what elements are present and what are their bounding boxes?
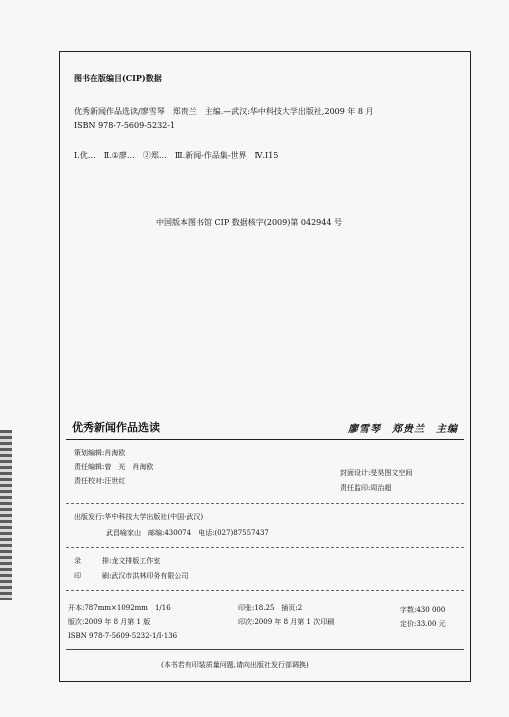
- price: 定价:33.00 元: [400, 620, 446, 628]
- cover-designer: 封面设计:旻昊图文空间: [340, 469, 413, 477]
- specs-rule: [66, 649, 464, 650]
- impression-info: 印次:2009 年 8 月第 1 次印刷: [238, 618, 335, 626]
- cip-isbn: ISBN 978-7-5609-5232-1: [74, 121, 176, 130]
- cip-heading: 图书在版编目(CIP)数据: [74, 73, 162, 83]
- isbn-full: ISBN 978-7-5609-5232-1/I·136: [68, 632, 178, 640]
- binding-edge: [0, 430, 12, 600]
- printing-value: 刷:武汉市洪林印务有限公司: [102, 572, 189, 580]
- cip-approval-number: 中国版本图书馆 CIP 数据核字(2009)第 042944 号: [156, 218, 342, 227]
- quality-note: (本书若有印装质量问题,请向出版社发行部调换): [161, 661, 309, 669]
- publisher-line-1: 出版发行:华中科技大学出版社(中国·武汉): [74, 513, 204, 521]
- responsible-editor: 责任编辑:曾 光 肖海欧: [74, 463, 154, 471]
- cip-line-1: 优秀新闻作品选读/廖雪琴 郑贵兰 主编.—武汉:华中科技大学出版社,2009 年 8 月: [74, 107, 374, 116]
- word-count: 字数:430 000: [400, 606, 446, 614]
- cip-classification: Ⅰ.优… Ⅱ.①廖… ②郑… Ⅲ.新闻-作品集-世界 Ⅳ.I15: [74, 151, 279, 160]
- copyright-page-frame: [59, 51, 471, 682]
- planning-editor: 策划编辑:肖海欧: [74, 449, 126, 457]
- title-rule: [66, 439, 464, 440]
- book-title: 优秀新闻作品选读: [72, 421, 160, 434]
- production-rule: [66, 590, 464, 591]
- sheets-spec: 印张:18.25 插页:2: [238, 604, 303, 612]
- book-editors: 廖雪琴 郑贵兰 主编: [348, 424, 458, 435]
- edition-info: 版次:2009 年 8 月第 1 版: [68, 618, 151, 626]
- format-spec: 开本:787mm×1092mm 1/16: [68, 604, 171, 612]
- print-supervisor: 责任监印:周治超: [340, 484, 392, 492]
- publisher-rule: [66, 547, 464, 548]
- proofreader: 责任校对:汪世红: [74, 477, 126, 485]
- typesetting-label: 录: [74, 557, 81, 565]
- publisher-line-2: 武昌喻家山 邮编:430074 电话:(027)87557437: [106, 529, 269, 537]
- printing-label: 印: [74, 572, 81, 580]
- staff-rule: [66, 503, 464, 504]
- typesetting-value: 排:龙文排版工作室: [102, 557, 161, 565]
